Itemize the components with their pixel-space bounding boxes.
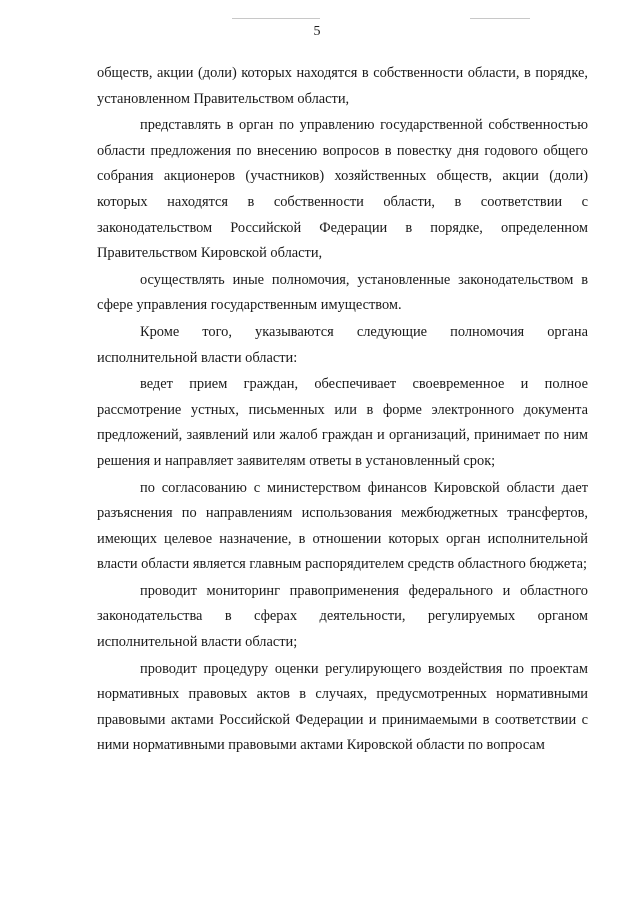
paragraph: проводит процедуру оценки регулирующего воздействия по проектам нормативных правовых актов в случаях, предусмотренных нормативными правовыми актами Российской Федерации и принимаемыми в соответствии с ними нормативными правовыми актами Кировской области по вопросам [97,660,588,754]
document-body [97,61,588,760]
paragraph: ведет прием граждан, обеспечивает своевременное и полное рассмотрение устных, письменных или в форме электронного документа предложений, заявлений или жалоб граждан и организаций, принимает по ним решения и направляет заявителям ответы в установленный срок; [97,376,588,469]
page-number: 5 [313,24,321,39]
paragraph: представлять в орган по управлению государственной собственностью области предложения по внесению вопросов в повестку дня годового общего собрания акционеров (участников) хозяйственных обществ, акции (доли) которых находятся в собственности области, в соответствии с законодательством Российской Федерации в порядке, определенном Правительством Кировской области, [97,117,588,262]
scan-artifact [470,18,530,19]
paragraph: по согласованию с министерством финансов Кировской области дает разъяснения по направлениям использования межбюджетных трансфертов, имеющих целевое назначение, в отношении которых орган исполнительной власти области является главным распорядителем средств областного бюджета; [97,479,588,573]
paragraph: осуществлять иные полномочия, установленные законодательством в сфере управления государственным имуществом. [97,271,588,314]
paragraph: Кроме того, указываются следующие полномочия органа исполнительной власти области: [97,323,588,366]
paragraph: обществ, акции (доли) которых находятся в собственности области, в порядке, установленном Правительством области, [97,65,588,107]
scan-artifact [232,18,320,19]
paragraph: проводит мониторинг правоприменения федерального и областного законодательства в сферах деятельности, регулируемых органом исполнительной власти области; [97,582,588,651]
